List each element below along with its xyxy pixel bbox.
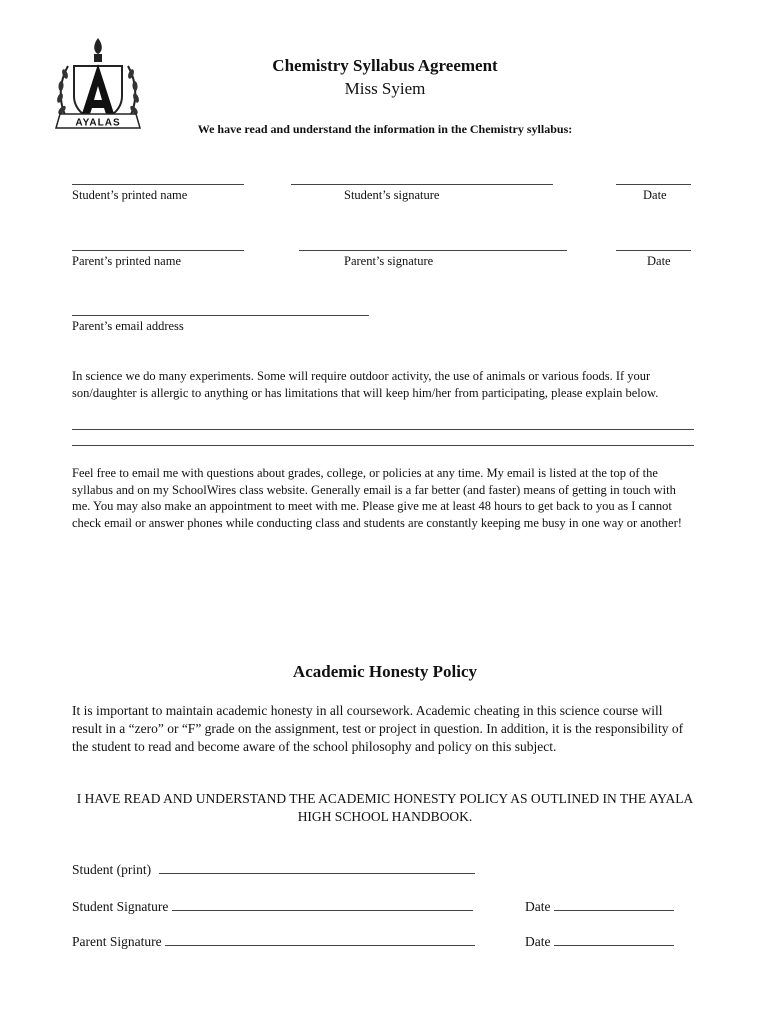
- honesty-heading: Academic Honesty Policy: [292, 662, 478, 681]
- student-date-text: Date: [525, 899, 551, 914]
- student-signature-label: Student’s signature: [344, 188, 440, 202]
- student-signature-fill-line[interactable]: [172, 900, 473, 911]
- parent-signature-label: Parent’s signature: [344, 254, 434, 268]
- parent-date-label: Date: [647, 254, 671, 268]
- allergy-paragraph: In science we do many experiments. Some will require outdoor activity, the use of animals or various foods. If your son/daughter is allergic to anything or has limitations that will keep him/her from participating, please explain below.: [72, 369, 659, 400]
- student-print-label: Student (print): [72, 862, 152, 877]
- parent-date-row: [525, 934, 674, 950]
- parent-printed-name-line[interactable]: [72, 250, 244, 251]
- student-signature-row: [72, 899, 473, 915]
- parent-email-line[interactable]: [72, 315, 369, 316]
- student-printed-name-label: Student’s printed name: [72, 188, 188, 202]
- student-date-fill-line[interactable]: [554, 900, 674, 911]
- student-print-line[interactable]: [159, 863, 475, 874]
- honesty-acknowledgement: I HAVE READ AND UNDERSTAND THE ACADEMIC HONESTY POLICY AS OUTLINED IN THE AYALA HIGH SCHOOL HANDBOOK.: [76, 791, 694, 824]
- allergy-answer-line-1[interactable]: [72, 429, 694, 430]
- student-signature-text: Student Signature: [72, 899, 169, 914]
- parent-signature-line[interactable]: [299, 250, 567, 251]
- parent-date-line[interactable]: [616, 250, 691, 251]
- parent-date-fill-line[interactable]: [554, 935, 674, 946]
- svg-text:AYALAS: AYALAS: [75, 117, 121, 129]
- parent-date-text: Date: [525, 934, 551, 949]
- student-date-row: [525, 899, 674, 915]
- parent-signature-row: [72, 934, 475, 950]
- teacher-name: Miss Syiem: [344, 79, 426, 98]
- parent-printed-name-label: Parent’s printed name: [72, 254, 181, 268]
- parent-signature-fill-line[interactable]: [165, 935, 475, 946]
- document-title: Chemistry Syllabus Agreement: [272, 56, 498, 75]
- student-printed-name-line[interactable]: [72, 184, 244, 185]
- honesty-body: It is important to maintain academic honesty in all coursework. Academic cheating in this science course will result in a “zero” or “F” grade on the assignment, test or project in question. In addition, it is the responsibility of the student to read and become aware of the school philosophy and policy on this subject.: [72, 703, 684, 754]
- student-date-line[interactable]: [616, 184, 691, 185]
- student-print-row: [72, 862, 475, 878]
- allergy-answer-line-2[interactable]: [72, 445, 694, 446]
- agreement-intro: We have read and understand the information in the Chemistry syllabus:: [197, 122, 573, 136]
- student-date-label: Date: [643, 188, 667, 202]
- parent-signature-text: Parent Signature: [72, 934, 162, 949]
- student-signature-line[interactable]: [291, 184, 553, 185]
- parent-email-label: Parent’s email address: [72, 319, 184, 333]
- contact-paragraph: Feel free to email me with questions about grades, college, or policies at any time. My email is listed at the top of the syllabus and on my SchoolWires class website. Generally email is a far better (and faster) means of getting in touch with me. You may also make an appointment to meet with me. Please give me at least 48 hours to get back to you as I cannot check email or answer phones while conducting class and students are constantly keeping me busy in one way or another!: [72, 466, 682, 530]
